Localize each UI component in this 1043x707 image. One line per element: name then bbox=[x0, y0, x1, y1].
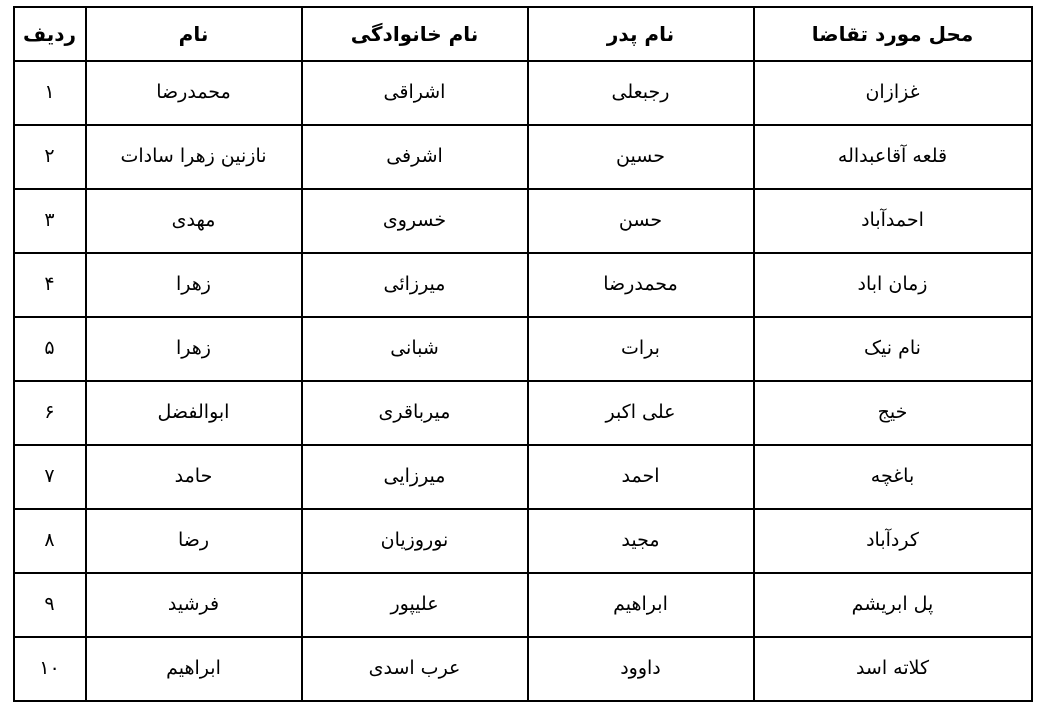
cell-family: میرزائی bbox=[302, 253, 528, 317]
table-row bbox=[14, 253, 1032, 317]
cell-family: شبانی bbox=[302, 317, 528, 381]
cell-father: احمد bbox=[528, 445, 754, 509]
cell-place: نام نیک bbox=[754, 317, 1032, 381]
cell-father: ابراهیم bbox=[528, 573, 754, 637]
header-row bbox=[14, 7, 1032, 61]
table-body bbox=[14, 61, 1032, 701]
cell-place: باغچه bbox=[754, 445, 1032, 509]
cell-place: زمان اباد bbox=[754, 253, 1032, 317]
table-row bbox=[14, 573, 1032, 637]
table-row bbox=[14, 317, 1032, 381]
cell-name: زهرا bbox=[86, 253, 302, 317]
cell-place: قلعه آقاعبداله bbox=[754, 125, 1032, 189]
table-row bbox=[14, 61, 1032, 125]
table-header bbox=[14, 7, 1032, 61]
column-header-index: ردیف bbox=[14, 7, 86, 61]
cell-index: ۵ bbox=[14, 317, 86, 381]
applicants-table bbox=[13, 6, 1033, 702]
table-row bbox=[14, 637, 1032, 701]
cell-father: علی اکبر bbox=[528, 381, 754, 445]
cell-name: ابوالفضل bbox=[86, 381, 302, 445]
table-row bbox=[14, 125, 1032, 189]
cell-father: حسن bbox=[528, 189, 754, 253]
cell-index: ۱۰ bbox=[14, 637, 86, 701]
column-header-name: نام bbox=[86, 7, 302, 61]
cell-father: محمدرضا bbox=[528, 253, 754, 317]
table-row bbox=[14, 189, 1032, 253]
cell-father: مجید bbox=[528, 509, 754, 573]
cell-place: کلاته اسد bbox=[754, 637, 1032, 701]
cell-place: غزازان bbox=[754, 61, 1032, 125]
cell-name: رضا bbox=[86, 509, 302, 573]
cell-index: ۳ bbox=[14, 189, 86, 253]
cell-father: داوود bbox=[528, 637, 754, 701]
cell-family: نوروزیان bbox=[302, 509, 528, 573]
cell-place: خیج bbox=[754, 381, 1032, 445]
cell-family: اشرفی bbox=[302, 125, 528, 189]
cell-name: مهدی bbox=[86, 189, 302, 253]
table-row bbox=[14, 381, 1032, 445]
column-header-family: نام خانوادگی bbox=[302, 7, 528, 61]
cell-family: علیپور bbox=[302, 573, 528, 637]
cell-place: کردآباد bbox=[754, 509, 1032, 573]
cell-name: ابراهیم bbox=[86, 637, 302, 701]
table-row bbox=[14, 445, 1032, 509]
cell-index: ۲ bbox=[14, 125, 86, 189]
cell-index: ۴ bbox=[14, 253, 86, 317]
cell-family: خسروی bbox=[302, 189, 528, 253]
cell-father: رجبعلی bbox=[528, 61, 754, 125]
cell-index: ۶ bbox=[14, 381, 86, 445]
cell-name: فرشید bbox=[86, 573, 302, 637]
cell-family: میرباقری bbox=[302, 381, 528, 445]
column-header-father: نام پدر bbox=[528, 7, 754, 61]
cell-name: نازنین زهرا سادات bbox=[86, 125, 302, 189]
cell-place: پل ابریشم bbox=[754, 573, 1032, 637]
cell-index: ۹ bbox=[14, 573, 86, 637]
cell-family: اشراقی bbox=[302, 61, 528, 125]
column-header-place: محل مورد تقاضا bbox=[754, 7, 1032, 61]
cell-father: حسین bbox=[528, 125, 754, 189]
cell-index: ۱ bbox=[14, 61, 86, 125]
cell-name: زهرا bbox=[86, 317, 302, 381]
cell-name: محمدرضا bbox=[86, 61, 302, 125]
cell-place: احمدآباد bbox=[754, 189, 1032, 253]
cell-family: عرب اسدی bbox=[302, 637, 528, 701]
cell-index: ۸ bbox=[14, 509, 86, 573]
table-row bbox=[14, 509, 1032, 573]
cell-name: حامد bbox=[86, 445, 302, 509]
cell-father: برات bbox=[528, 317, 754, 381]
cell-index: ۷ bbox=[14, 445, 86, 509]
cell-family: میرزایی bbox=[302, 445, 528, 509]
